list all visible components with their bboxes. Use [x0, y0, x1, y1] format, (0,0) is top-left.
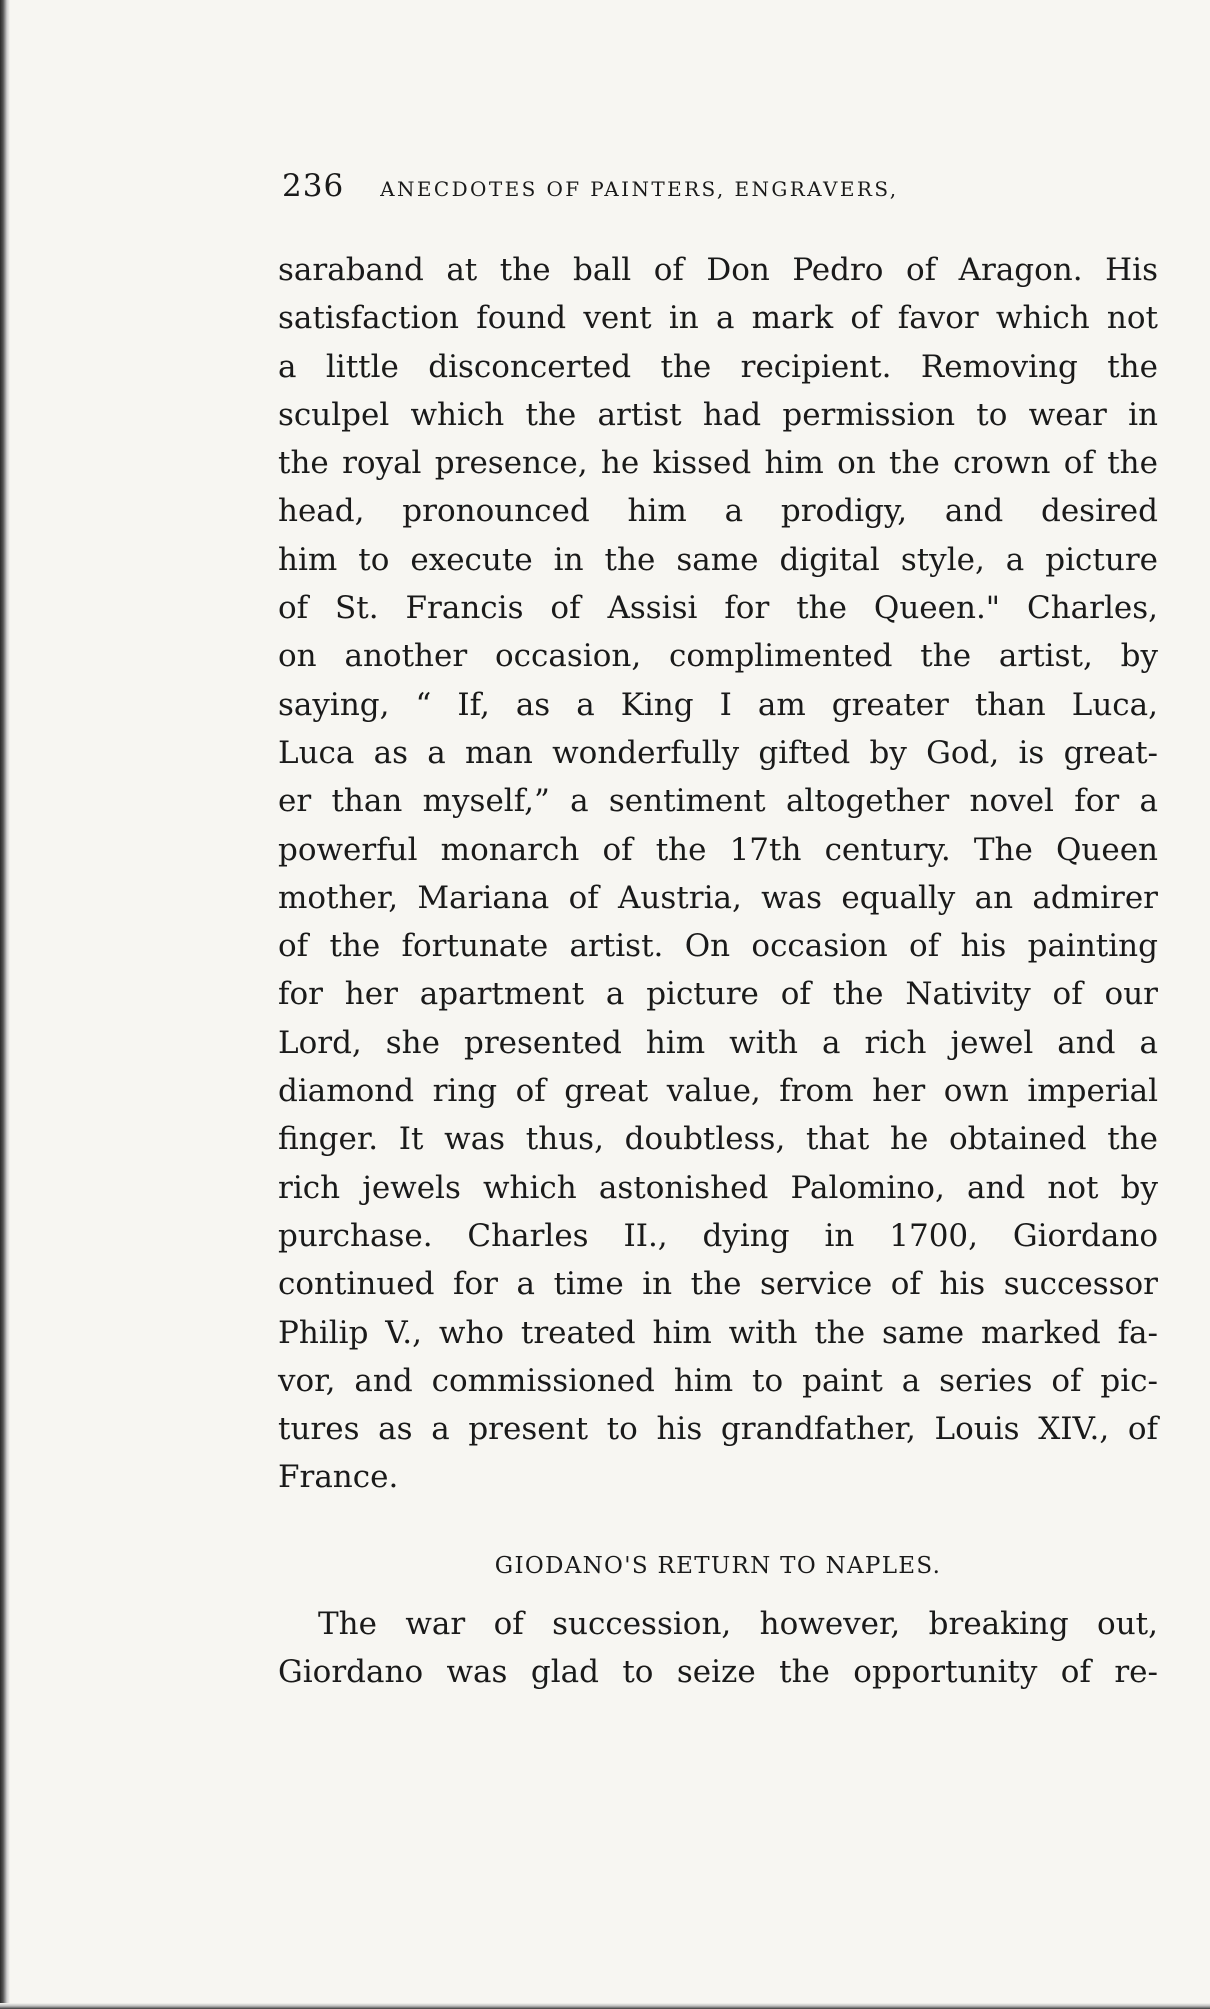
- text-line: the royal presence, he kissed him on the crown of the: [278, 445, 1158, 482]
- text-line: head, pronounced him a prodigy, and desired: [278, 493, 1158, 530]
- text-line: saraband at the ball of Don Pedro of Aragon. His: [278, 252, 1158, 288]
- text-line: Lord, she presented him with a rich jewel and a: [278, 1024, 1158, 1061]
- text-line: Philip V., who treated him with the same marked fa-: [278, 1314, 1158, 1351]
- text-line: tures as a present to his grandfather, Louis XIV., of: [278, 1411, 1158, 1448]
- text-line: of the fortunate artist. On occasion of his painting: [278, 928, 1158, 965]
- page-number: 236: [282, 168, 345, 204]
- text-line: of St. Francis of Assisi for the Queen." Charles,: [278, 590, 1158, 627]
- text-line: sculpel which the artist had permission to wear in: [278, 396, 1158, 433]
- main-paragraph: [278, 246, 1158, 1502]
- text-line: a little disconcerted the recipient. Removing the: [278, 348, 1158, 385]
- text-line: powerful monarch of the 17th century. The Queen: [278, 831, 1158, 868]
- page-bottom-edge: [0, 2003, 1210, 2009]
- text-line: Giordano was glad to seize the opportunity of re-: [278, 1654, 1158, 1691]
- page-header: [282, 168, 1042, 208]
- text-line: vor, and commissioned him to paint a series of pic-: [278, 1362, 1158, 1399]
- text-line: saying, “ If, as a King I am greater than Luca,: [278, 686, 1158, 723]
- page-binding-edge: [0, 0, 10, 2009]
- text-line: diamond ring of great value, from her own imperial: [278, 1073, 1158, 1110]
- text-line: on another occasion, complimented the artist, by: [278, 638, 1158, 675]
- section-heading: GIODANO'S RETURN TO NAPLES.: [494, 1553, 942, 1579]
- text-line: Luca as a man wonderfully gifted by God, is great-: [278, 734, 1158, 771]
- text-line: The war of succession, however, breaking out,: [318, 1606, 1158, 1642]
- section-paragraph: [278, 1600, 1158, 1697]
- text-line: finger. It was thus, doubtless, that he obtained the: [278, 1121, 1158, 1158]
- text-line: continued for a time in the service of his successor: [278, 1266, 1158, 1303]
- text-line: mother, Mariana of Austria, was equally an admirer: [278, 879, 1158, 916]
- text-line: France.: [278, 1459, 399, 1496]
- text-line: purchase. Charles II., dying in 1700, Giordano: [278, 1217, 1158, 1254]
- text-line: for her apartment a picture of the Nativity of our: [278, 976, 1158, 1013]
- running-title: ANECDOTES OF PAINTERS, ENGRAVERS,: [380, 177, 899, 201]
- text-line: satisfaction found vent in a mark of favor which not: [278, 300, 1158, 337]
- text-line: him to execute in the same digital style, a picture: [278, 541, 1158, 578]
- text-line: er than myself,” a sentiment altogether novel for a: [278, 783, 1158, 820]
- text-line: rich jewels which astonished Palomino, and not by: [278, 1169, 1158, 1206]
